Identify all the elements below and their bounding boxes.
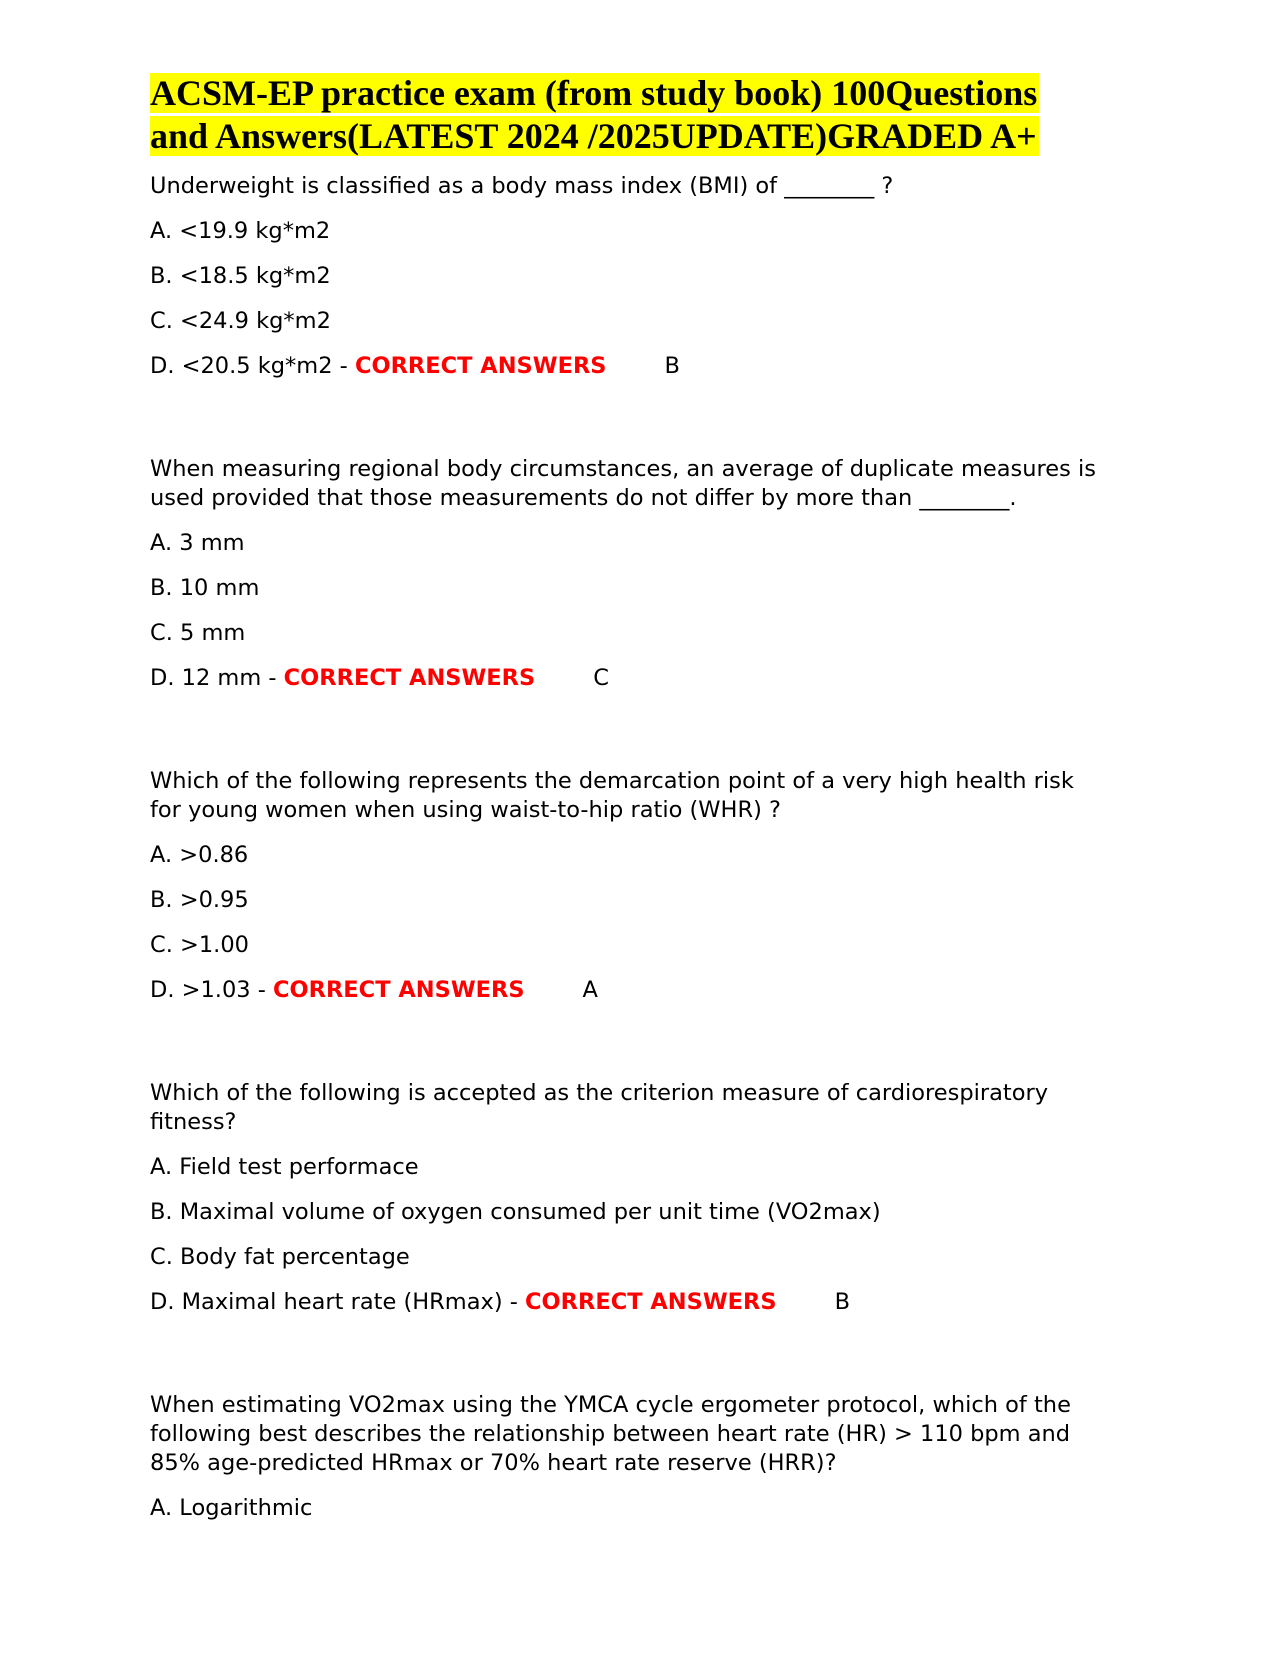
question-text: When estimating VO2max using the YMCA cycle ergometer protocol, which of the following best describes the relationship between heart rate (HR) > 110 bpm and 85% age-predicted HRmax or 70% heart rate reserve (HRR)? [150,1392,1071,1476]
option-a: A. 3 mm [150,530,245,556]
question-4 [150,1079,1130,1317]
option-c: C. 5 mm [150,620,246,646]
option-a: A. Logarithmic [150,1495,313,1521]
correct-answers-label: CORRECT ANSWERS [354,353,607,379]
option-d [150,1288,1130,1317]
option-a: A. Field test performace [150,1154,419,1180]
title-line-2: and Answers(LATEST 2024 /2025UPDATE)GRADED A+ [150,116,1037,156]
option-d-text: D. Maximal heart rate (HRmax) - [150,1289,526,1315]
question-3 [150,767,1130,1005]
answer-letter: B [664,353,680,379]
option-b: B. Maximal volume of oxygen consumed per unit time (VO2max) [150,1199,881,1225]
option-d-text: D. >1.03 - [150,977,274,1003]
option-a: A. <19.9 kg*m2 [150,218,331,244]
document-page [150,72,1130,1539]
question-5 [150,1391,1130,1523]
option-b: B. 10 mm [150,575,260,601]
question-text: Which of the following represents the demarcation point of a very high health risk for young women when using waist-to-hip ratio (WHR) ? [150,768,1074,823]
title-line-1: ACSM-EP practice exam (from study book) 100Questions [150,73,1038,113]
question-text: When measuring regional body circumstances, an average of duplicate measures is used provided that those measurements do not differ by more than ________. [150,456,1096,511]
answer-letter: A [582,977,598,1003]
option-d [150,664,1130,693]
question-1 [150,172,1130,381]
correct-answers-label: CORRECT ANSWERS [525,1289,777,1315]
option-d [150,976,1130,1005]
option-d-text: D. <20.5 kg*m2 - [150,353,355,379]
correct-answers-label: CORRECT ANSWERS [283,665,536,691]
correct-answers-label: CORRECT ANSWERS [273,977,525,1003]
question-text: Underweight is classified as a body mass index (BMI) of ________ ? [150,173,894,199]
option-d-text: D. 12 mm - [150,665,284,691]
option-c: C. >1.00 [150,932,249,958]
option-c: C. <24.9 kg*m2 [150,308,331,334]
option-b: B. <18.5 kg*m2 [150,263,331,289]
document-title [150,72,1130,158]
option-b: B. >0.95 [150,887,249,913]
option-d [150,352,1130,381]
answer-letter: B [834,1289,850,1315]
option-c: C. Body fat percentage [150,1244,410,1270]
question-2 [150,455,1130,693]
question-text: Which of the following is accepted as the criterion measure of cardiorespiratory fitness? [150,1080,1049,1135]
option-a: A. >0.86 [150,842,249,868]
answer-letter: C [593,665,609,691]
